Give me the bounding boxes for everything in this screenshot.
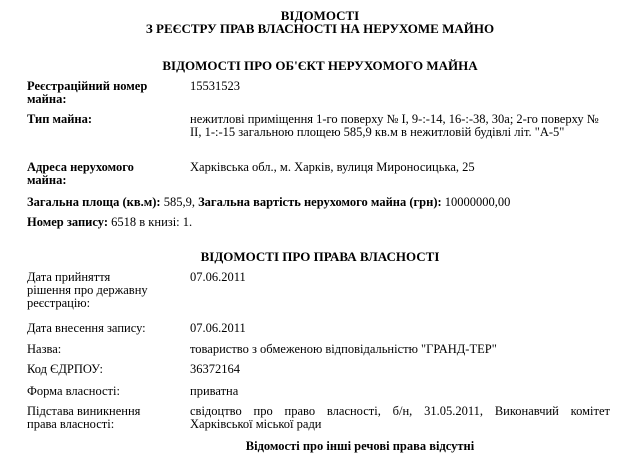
document-title-line1: ВІДОМОСТІ [280, 8, 360, 23]
decision-date-label: Дата прийняття рішення про державну реєстрацію: [27, 270, 148, 310]
entry-date-label: Дата внесення запису: [27, 321, 146, 335]
edrpou-value: 36372164 [190, 362, 240, 376]
record-number-line [27, 216, 192, 229]
name-value: товариство з обмеженою відповідальністю "ГРАНД-ТЕР" [190, 342, 497, 356]
property-type-value: нежитлові приміщення 1-го поверху № І, 9-:-14, 16-:-38, 30а; 2-го поверху № ІІ, 1-:-15 загальною площею 585,9 кв.м в нежитловій будівлі літ. "А-5" [190, 112, 599, 139]
rights-section-heading: ВІДОМОСТІ ПРО ПРАВА ВЛАСНОСТІ [200, 249, 440, 264]
total-value-value: 10000000,00 [444, 195, 511, 209]
name-label: Назва: [27, 342, 62, 356]
property-type-label: Тип майна: [27, 112, 93, 126]
edrpou-label: Код ЄДРПОУ: [27, 362, 104, 376]
ownership-form-value: приватна [190, 384, 239, 398]
area-label: Загальна площа (кв.м): [27, 195, 161, 209]
entry-date-value: 07.06.2011 [190, 321, 246, 335]
address-value: Харківська обл., м. Харків, вулиця Мироносицька, 25 [190, 160, 475, 174]
address-label: Адреса нерухомого майна: [27, 160, 134, 187]
document-title-line2: З РЕЄСТРУ ПРАВ ВЛАСНОСТІ НА НЕРУХОМЕ МАЙНО [145, 21, 495, 36]
record-number-label: Номер запису: [27, 215, 109, 229]
total-value-label: Загальна вартість нерухомого майна (грн): [198, 195, 442, 209]
record-number-value: 6518 в книзі: 1. [111, 215, 193, 229]
decision-date-value: 07.06.2011 [190, 270, 246, 284]
reg-number-label: Реєстраційний номер майна: [27, 79, 148, 106]
object-section-heading: ВІДОМОСТІ ПРО ОБ'ЄКТ НЕРУХОМОГО МАЙНА [162, 58, 478, 73]
area-and-value-line [27, 196, 510, 209]
ownership-form-label: Форма власності: [27, 384, 120, 398]
ownership-basis-value: свідоцтво про право власності, б/н, 31.05.2011, Виконавчий комітет Харківської міської ради [190, 404, 610, 431]
ownership-basis-label: Підстава виникнення права власності: [27, 404, 141, 431]
other-rights-note: Відомості про інші речові права відсутні [245, 439, 475, 453]
area-value: 585,9, [163, 195, 195, 209]
reg-number-value: 15531523 [190, 79, 240, 93]
